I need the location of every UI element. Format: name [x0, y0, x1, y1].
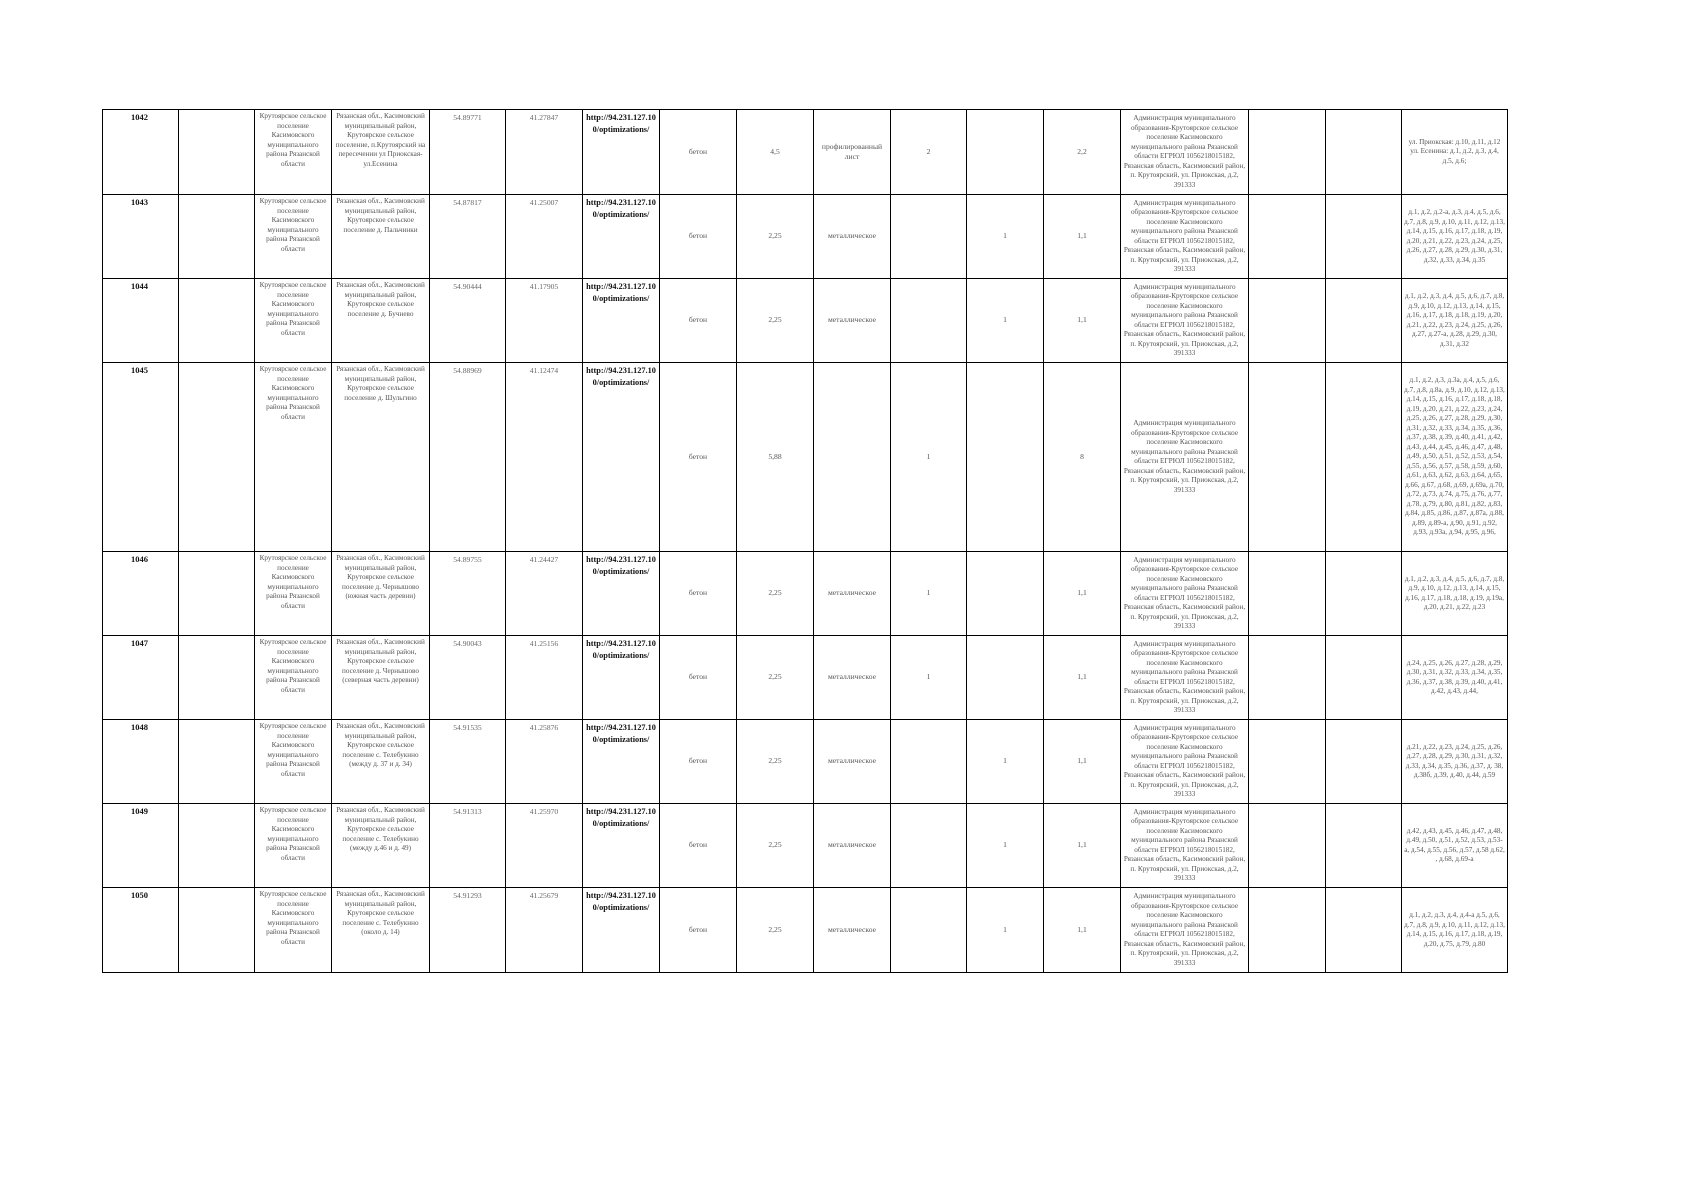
houses-cell: д.1, д.2, д.3, д.3а, д.4, д.5, д.6, д.7, д.8, д.8а, д.9, д.10, д.12, д.13, д.14, д.15, д.16, д.17, д.18, д.18, д.19, д.20, д.21, д.22, д.23, д.24, д.25, д.26, д.27, д.28, д.29, д.30, д.31, д.32, д.33, д.34, д.35, д.36, д.37, д.38, д.39, д.40, д.41, д.42, д.43, д.44, д.45, д.46, д.47, д.48, д.49, д.50, д.51, д.52, д.53, д.54, д.55, д.56, д.57, д.58, д.59, д.60, д.61, д.63, д.62, д.63, д.64, д.65, д.66, д.67, д.68, д.69, д.69а, д.70, д.72, д.73, д.74, д.75, д.76, д.77, д.78, д.79, д.80, д.81, д.82, д.83, д.84, д.85, д.86, д.87, д.87а, д.88, д.89, д.89-а, д.90, д.91, д.92, д.93, д.93а, д.94, д.95, д.96, — [1402, 363, 1508, 552]
table-row — [103, 195, 1508, 279]
map-link[interactable]: http://94.231.127.100/optimizations/ — [583, 279, 660, 363]
owner-cell: Администрация муниципального образования-Крутоярское сельское поселение Касимовского муниципального района Рязанской области ЕГРЮЛ 1056218015182, Рязанская область, Касимовский район, п. Крутоярский, ул. Приокская, д.2, 391333 — [1121, 636, 1249, 720]
volume-cell: 1,1 — [1044, 888, 1121, 973]
bunkers-cell — [967, 552, 1044, 636]
municipality-cell: Крутоярское сельское поселение Касимовского муниципального района Рязанской области — [255, 720, 332, 804]
empty-cell — [1326, 888, 1402, 973]
longitude-cell: 41.12474 — [506, 363, 583, 552]
fence-cell: металлическое — [814, 636, 891, 720]
containers-cell: 1 — [891, 636, 967, 720]
longitude-cell: 41.25007 — [506, 195, 583, 279]
volume-cell: 2,2 — [1044, 110, 1121, 195]
address-cell: Рязанская обл., Касимовский муниципальный район, Крутоярское сельское поселение д. Чернышово (северная часть деревни) — [332, 636, 430, 720]
empty-cell — [1326, 110, 1402, 195]
fence-cell: металлическое — [814, 552, 891, 636]
latitude-cell: 54.88969 — [430, 363, 506, 552]
area-cell: 2,25 — [737, 720, 814, 804]
municipality-cell: Крутоярское сельское поселение Касимовского муниципального района Рязанской области — [255, 636, 332, 720]
owner-cell: Администрация муниципального образования-Крутоярское сельское поселение Касимовского муниципального района Рязанской области ЕГРЮЛ 1056218015182, Рязанская область, Касимовский район, п. Крутоярский, ул. Приокская, д.2, 391333 — [1121, 804, 1249, 888]
address-cell: Рязанская обл., Касимовский муниципальный район, Крутоярское сельское поселение с. Телебукино (около д. 14) — [332, 888, 430, 973]
address-cell: Рязанская обл., Касимовский муниципальный район, Крутоярское сельское поселение с. Телебукино (между д. 37 и д. 34) — [332, 720, 430, 804]
empty-cell — [1249, 720, 1326, 804]
table-row — [103, 279, 1508, 363]
longitude-cell: 41.25156 — [506, 636, 583, 720]
latitude-cell: 54.91535 — [430, 720, 506, 804]
owner-cell: Администрация муниципального образования-Крутоярское сельское поселение Касимовского муниципального района Рязанской области ЕГРЮЛ 1056218015182, Рязанская область, Касимовский район, п. Крутоярский, ул. Приокская, д.2, 391333 — [1121, 363, 1249, 552]
volume-cell: 1,1 — [1044, 720, 1121, 804]
row-number: 1042 — [103, 110, 179, 195]
containers-cell — [891, 195, 967, 279]
surface-cell: бетон — [660, 720, 737, 804]
empty-cell — [1249, 888, 1326, 973]
owner-cell: Администрация муниципального образования-Крутоярское сельское поселение Касимовского муниципального района Рязанской области ЕГРЮЛ 1056218015182, Рязанская область, Касимовский район, п. Крутоярский, ул. Приокская, д.2, 391333 — [1121, 720, 1249, 804]
latitude-cell: 54.91313 — [430, 804, 506, 888]
volume-cell: 1,1 — [1044, 195, 1121, 279]
empty-cell — [179, 636, 255, 720]
empty-cell — [179, 720, 255, 804]
longitude-cell: 41.25876 — [506, 720, 583, 804]
volume-cell: 1,1 — [1044, 804, 1121, 888]
area-cell: 2,25 — [737, 888, 814, 973]
empty-cell — [1326, 804, 1402, 888]
latitude-cell: 54.89755 — [430, 552, 506, 636]
longitude-cell: 41.27847 — [506, 110, 583, 195]
fence-cell — [814, 363, 891, 552]
empty-cell — [1326, 195, 1402, 279]
row-number: 1047 — [103, 636, 179, 720]
area-cell: 2,25 — [737, 552, 814, 636]
row-number: 1045 — [103, 363, 179, 552]
row-number: 1043 — [103, 195, 179, 279]
row-number: 1046 — [103, 552, 179, 636]
bunkers-cell — [967, 363, 1044, 552]
latitude-cell: 54.87817 — [430, 195, 506, 279]
municipality-cell: Крутоярское сельское поселение Касимовского муниципального района Рязанской области — [255, 888, 332, 973]
empty-cell — [1326, 720, 1402, 804]
address-cell: Рязанская обл., Касимовский муниципальный район, Крутоярское сельское поселение д. Бучнево — [332, 279, 430, 363]
volume-cell: 1,1 — [1044, 636, 1121, 720]
empty-cell — [1249, 552, 1326, 636]
area-cell: 4,5 — [737, 110, 814, 195]
municipality-cell: Крутоярское сельское поселение Касимовского муниципального района Рязанской области — [255, 804, 332, 888]
owner-cell: Администрация муниципального образования-Крутоярское сельское поселение Касимовского муниципального района Рязанской области ЕГРЮЛ 1056218015182, Рязанская область, Касимовский район, п. Крутоярский, ул. Приокская, д.2, 391333 — [1121, 888, 1249, 973]
empty-cell — [179, 195, 255, 279]
area-cell: 2,25 — [737, 195, 814, 279]
fence-cell: металлическое — [814, 720, 891, 804]
map-link[interactable]: http://94.231.127.100/optimizations/ — [583, 552, 660, 636]
surface-cell: бетон — [660, 195, 737, 279]
map-link[interactable]: http://94.231.127.100/optimizations/ — [583, 363, 660, 552]
empty-cell — [1326, 363, 1402, 552]
bunkers-cell — [967, 636, 1044, 720]
table-row — [103, 552, 1508, 636]
map-link[interactable]: http://94.231.127.100/optimizations/ — [583, 888, 660, 973]
owner-cell: Администрация муниципального образования-Крутоярское сельское поселение Касимовского муниципального района Рязанской области ЕГРЮЛ 1056218015182, Рязанская область, Касимовский район, п. Крутоярский, ул. Приокская, д.2, 391333 — [1121, 279, 1249, 363]
surface-cell: бетон — [660, 552, 737, 636]
owner-cell: Администрация муниципального образования-Крутоярское сельское поселение Касимовского муниципального района Рязанской области ЕГРЮЛ 1056218015182, Рязанская область, Касимовский район, п. Крутоярский, ул. Приокская, д.2, 391333 — [1121, 110, 1249, 195]
empty-cell — [1326, 279, 1402, 363]
empty-cell — [1249, 279, 1326, 363]
latitude-cell: 54.91293 — [430, 888, 506, 973]
bunkers-cell: 1 — [967, 888, 1044, 973]
address-cell: Рязанская обл., Касимовский муниципальный район, Крутоярское сельское поселение д. Шульгино — [332, 363, 430, 552]
municipality-cell: Крутоярское сельское поселение Касимовского муниципального района Рязанской области — [255, 110, 332, 195]
surface-cell: бетон — [660, 888, 737, 973]
fence-cell: металлическое — [814, 279, 891, 363]
houses-cell: д.1, д.2, д.3, д.4, д.5, д.6, д.7, д.8, д.9, д.10, д.12, д.13, д.14, д.15, д.16, д.17, д.18, д.18, д.19, д.20, д.21, д.22, д.23, д.24, д.25, д.26, д.27, д.27-а, д.28, д.29, д.30, д.31, д.32 — [1402, 279, 1508, 363]
owner-cell: Администрация муниципального образования-Крутоярское сельское поселение Касимовского муниципального района Рязанской области ЕГРЮЛ 1056218015182, Рязанская область, Касимовский район, п. Крутоярский, ул. Приокская, д.2, 391333 — [1121, 195, 1249, 279]
map-link[interactable]: http://94.231.127.100/optimizations/ — [583, 636, 660, 720]
row-number: 1048 — [103, 720, 179, 804]
bunkers-cell: 1 — [967, 804, 1044, 888]
map-link[interactable]: http://94.231.127.100/optimizations/ — [583, 195, 660, 279]
longitude-cell: 41.25970 — [506, 804, 583, 888]
municipality-cell: Крутоярское сельское поселение Касимовского муниципального района Рязанской области — [255, 363, 332, 552]
address-cell: Рязанская обл., Касимовский муниципальный район, Крутоярское сельское поселение, п.Крутоярский на пересечении ул Приокская- ул.Есенина — [332, 110, 430, 195]
fence-cell: металлическое — [814, 888, 891, 973]
empty-cell — [179, 363, 255, 552]
fence-cell: профилированный лист — [814, 110, 891, 195]
houses-cell: ул. Приокская: д.10, д.11, д.12 ул. Есенина: д.1, д.2, д.3, д.4, д.5, д.6; — [1402, 110, 1508, 195]
empty-cell — [179, 804, 255, 888]
empty-cell — [179, 110, 255, 195]
bunkers-cell: 1 — [967, 720, 1044, 804]
longitude-cell: 41.25679 — [506, 888, 583, 973]
map-link[interactable]: http://94.231.127.100/optimizations/ — [583, 804, 660, 888]
empty-cell — [1249, 110, 1326, 195]
bunkers-cell: 1 — [967, 195, 1044, 279]
surface-cell: бетон — [660, 363, 737, 552]
area-cell: 5,88 — [737, 363, 814, 552]
municipality-cell: Крутоярское сельское поселение Касимовского муниципального района Рязанской области — [255, 279, 332, 363]
latitude-cell: 54.89771 — [430, 110, 506, 195]
houses-cell: д.1, д.2, д.2-а, д.3, д.4, д.5, д.6, д.7, д.8, д.9, д.10, д.11, д.12, д.13, д.14, д.15, д.16, д.17, д.18, д.19, д.20, д.21, д.22, д.23, д.24, д.25, д.26, д.27, д.28, д.29, д.30, д.31, д.32, д.33, д.34, д.35 — [1402, 195, 1508, 279]
address-cell: Рязанская обл., Касимовский муниципальный район, Крутоярское сельское поселение д. Чернышово (южная часть деревни) — [332, 552, 430, 636]
empty-cell — [1249, 195, 1326, 279]
address-cell: Рязанская обл., Касимовский муниципальный район, Крутоярское сельское поселение с. Телебукино (между д.46 и д. 49) — [332, 804, 430, 888]
map-link[interactable]: http://94.231.127.100/optimizations/ — [583, 110, 660, 195]
containers-cell — [891, 279, 967, 363]
table-row — [103, 110, 1508, 195]
containers-cell: 1 — [891, 363, 967, 552]
empty-cell — [1326, 552, 1402, 636]
map-link[interactable]: http://94.231.127.100/optimizations/ — [583, 720, 660, 804]
longitude-cell: 41.17905 — [506, 279, 583, 363]
houses-cell: д.21, д.22, д.23, д.24, д.25, д.26, д.27, д.28, д.29, д.30, д.31, д.32, д.33, д.34, д.35, д.36, д.37, д. 38, д.38б, д.39, д.40, д.44, д.59 — [1402, 720, 1508, 804]
containers-cell: 1 — [891, 552, 967, 636]
owner-cell: Администрация муниципального образования-Крутоярское сельское поселение Касимовского муниципального района Рязанской области ЕГРЮЛ 1056218015182, Рязанская область, Касимовский район, п. Крутоярский, ул. Приокская, д.2, 391333 — [1121, 552, 1249, 636]
containers-cell — [891, 804, 967, 888]
volume-cell: 1,1 — [1044, 552, 1121, 636]
empty-cell — [1249, 363, 1326, 552]
municipality-cell: Крутоярское сельское поселение Касимовского муниципального района Рязанской области — [255, 552, 332, 636]
latitude-cell: 54.90444 — [430, 279, 506, 363]
surface-cell: бетон — [660, 636, 737, 720]
table-row — [103, 363, 1508, 552]
area-cell: 2,25 — [737, 636, 814, 720]
table-row — [103, 888, 1508, 973]
table-row — [103, 720, 1508, 804]
empty-cell — [179, 552, 255, 636]
empty-cell — [1326, 636, 1402, 720]
registry-table — [102, 109, 1508, 973]
empty-cell — [179, 279, 255, 363]
houses-cell: д.24, д.25, д.26, д.27, д.28, д.29, д.30, д.31, д.32, д.33, д.34, д.35, д.36, д.37, д.38, д.39, д.40, д.41, д.42, д.43, д.44, — [1402, 636, 1508, 720]
surface-cell: бетон — [660, 279, 737, 363]
surface-cell: бетон — [660, 110, 737, 195]
empty-cell — [179, 888, 255, 973]
containers-cell — [891, 720, 967, 804]
houses-cell: д.1, д.2, д.3, д.4, д.4-а д.5, д.6, д.7, д.8, д.9, д.10, д.11, д.12, д.13, д.14, д.15, д.16, д.17, д.18, д.19, д.20, д.75, д.79, д.80 — [1402, 888, 1508, 973]
containers-cell — [891, 888, 967, 973]
containers-cell: 2 — [891, 110, 967, 195]
empty-cell — [1249, 636, 1326, 720]
surface-cell: бетон — [660, 804, 737, 888]
area-cell: 2,25 — [737, 804, 814, 888]
houses-cell: д.1, д.2, д.3, д.4, д.5, д.6, д.7, д.8, д.9, д.10, д.12, д.13, д.14, д.15, д.16, д.17, д.18, д.18, д.19, д.19а, д.20, д.21, д.22, д.23 — [1402, 552, 1508, 636]
municipality-cell: Крутоярское сельское поселение Касимовского муниципального района Рязанской области — [255, 195, 332, 279]
longitude-cell: 41.24427 — [506, 552, 583, 636]
bunkers-cell: 1 — [967, 279, 1044, 363]
volume-cell: 8 — [1044, 363, 1121, 552]
fence-cell: металлическое — [814, 804, 891, 888]
row-number: 1044 — [103, 279, 179, 363]
houses-cell: д.42, д.43, д.45, д.46, д.47, д.48, д.49, д.50, д.51, д.52, д.53, д.53-а, д.54, д.55, д.56, д.57, д.58 д.62, , д.68, д.69-а — [1402, 804, 1508, 888]
latitude-cell: 54.90043 — [430, 636, 506, 720]
table-row — [103, 636, 1508, 720]
row-number: 1049 — [103, 804, 179, 888]
fence-cell: металлическое — [814, 195, 891, 279]
empty-cell — [1249, 804, 1326, 888]
table-row — [103, 804, 1508, 888]
volume-cell: 1,1 — [1044, 279, 1121, 363]
address-cell: Рязанская обл., Касимовский муниципальный район, Крутоярское сельское поселение д. Пальчинки — [332, 195, 430, 279]
bunkers-cell — [967, 110, 1044, 195]
row-number: 1050 — [103, 888, 179, 973]
area-cell: 2,25 — [737, 279, 814, 363]
